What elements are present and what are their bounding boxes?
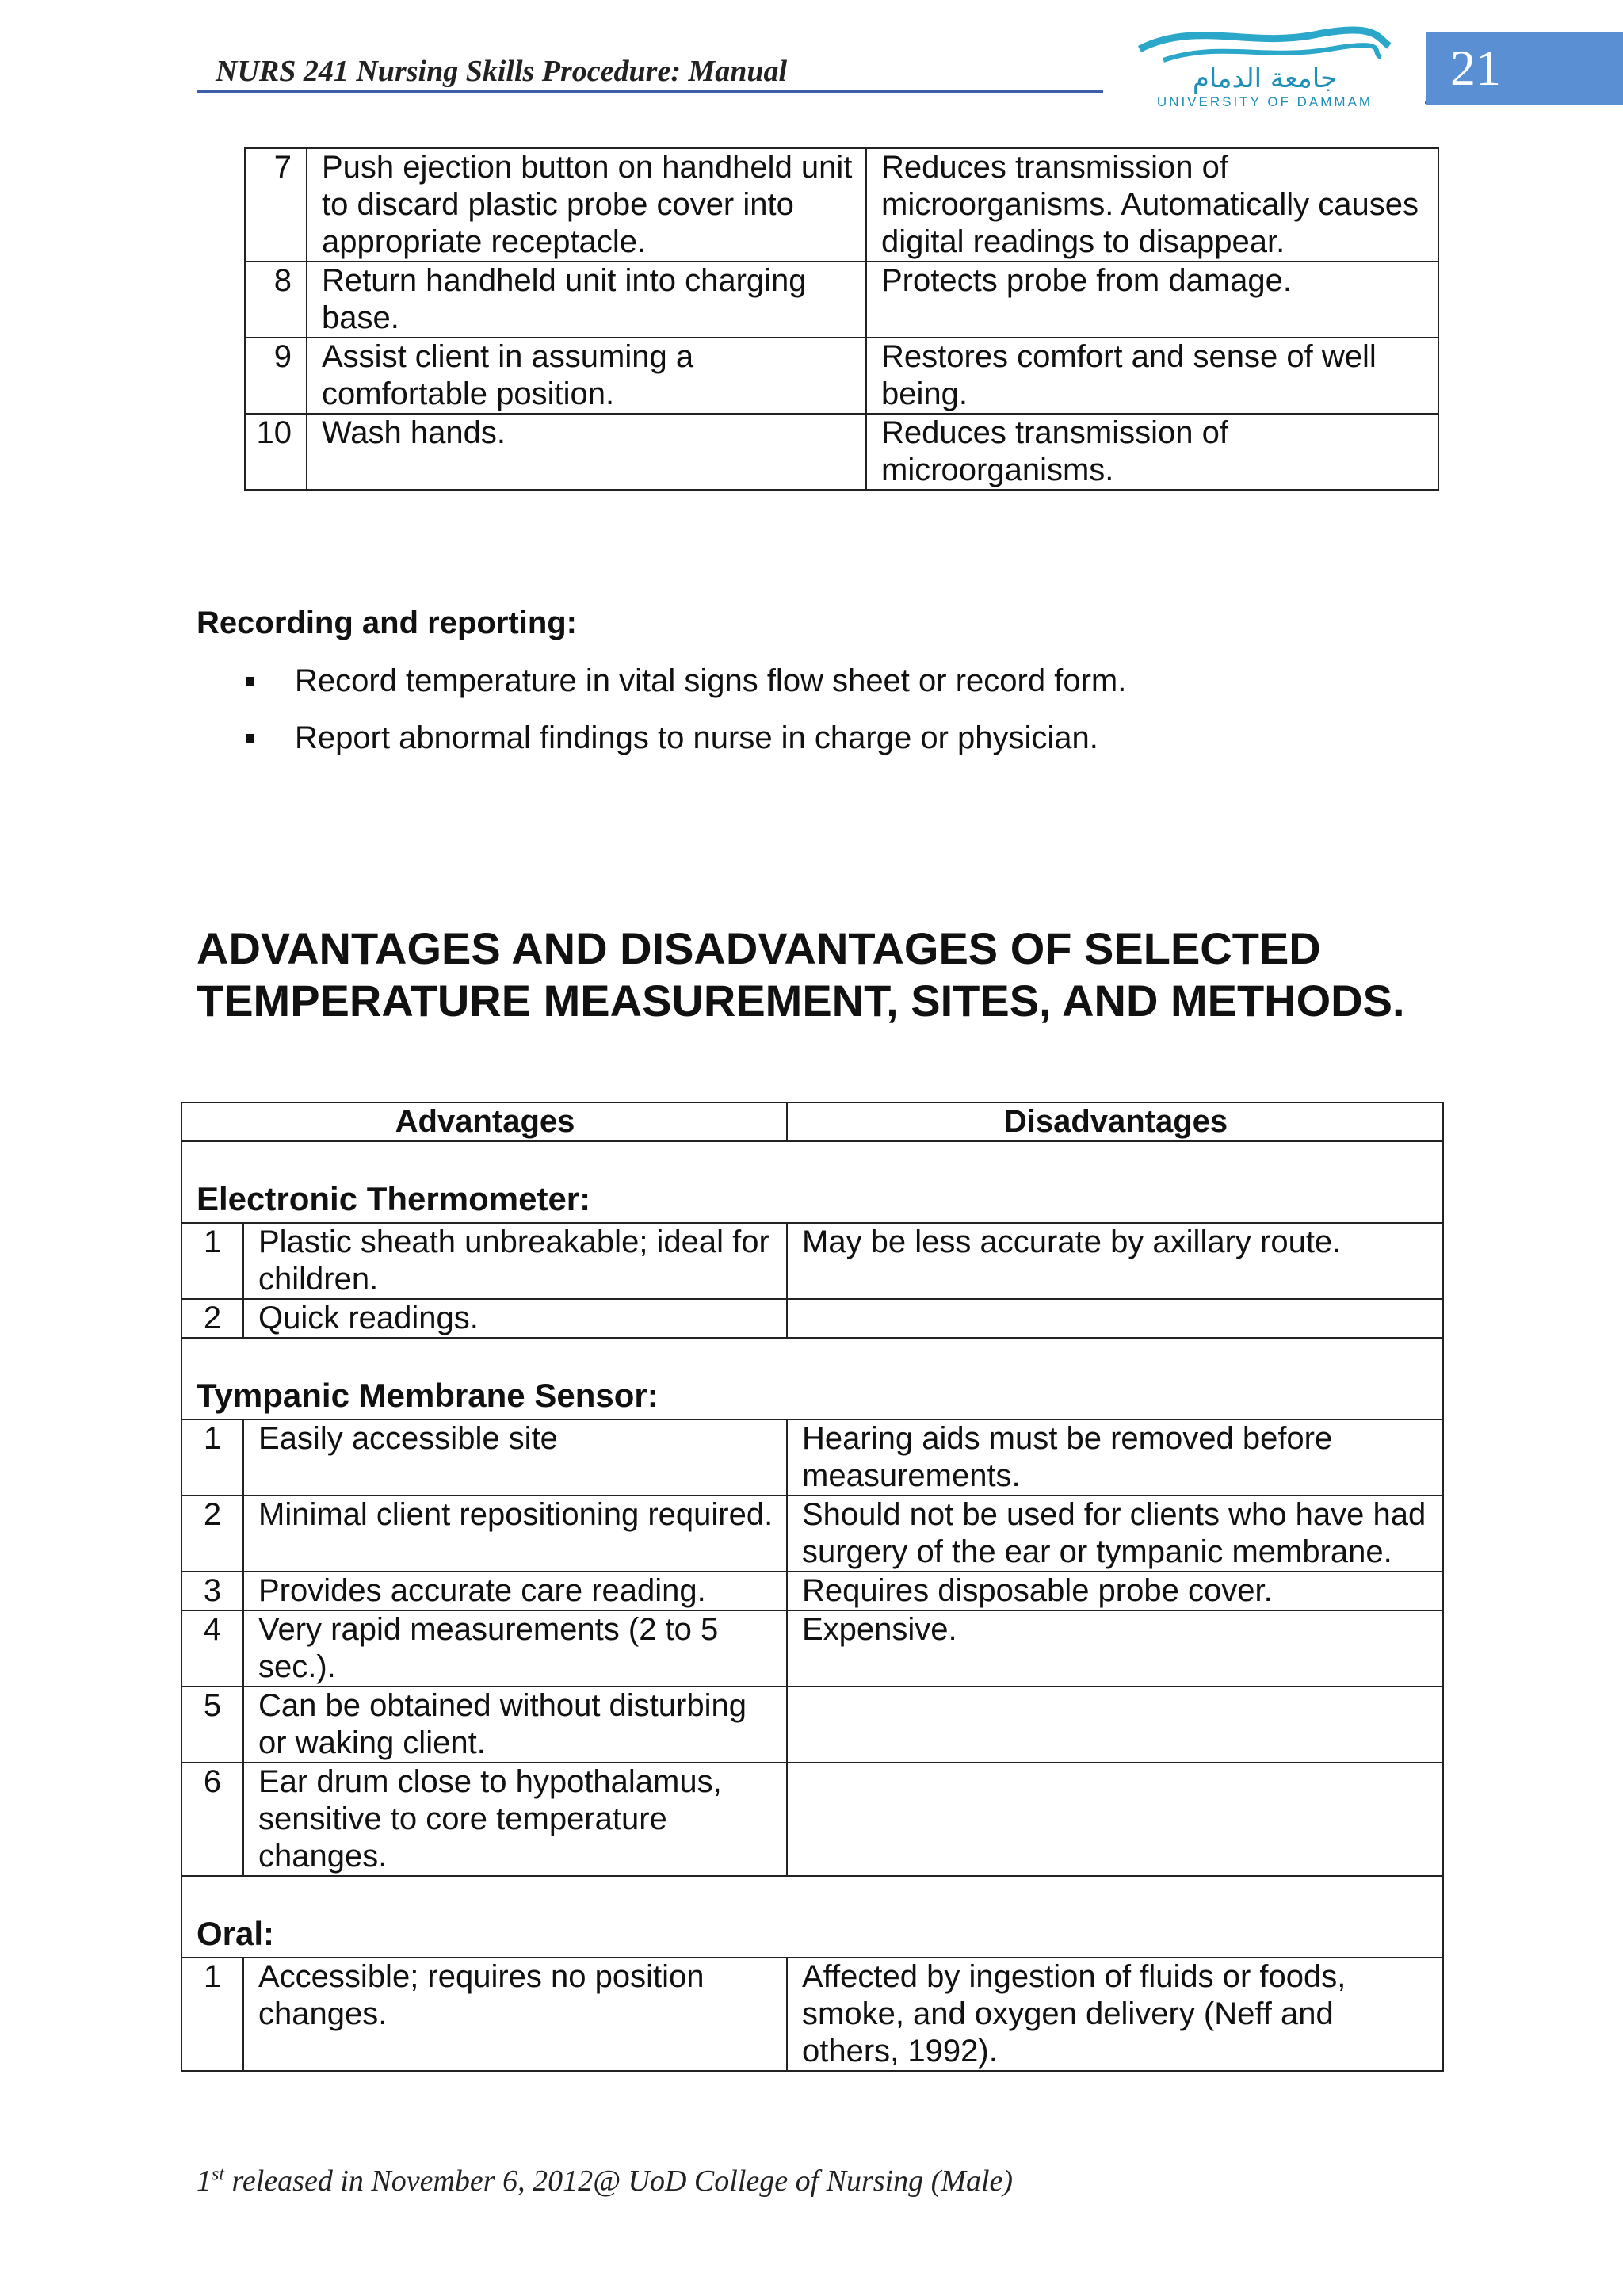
table-row xyxy=(245,148,1438,262)
disadvantage-cell: Affected by ingestion of fluids or foods, smoke, and oxygen delivery (Neff and others, 1992). xyxy=(787,1958,1443,2071)
bullet-square-icon xyxy=(246,677,254,686)
disadvantage-cell: Expensive. xyxy=(787,1610,1443,1687)
table-row xyxy=(245,338,1438,414)
table-row xyxy=(181,1572,1443,1610)
advantages-header: Advantages xyxy=(181,1102,787,1141)
row-number: 4 xyxy=(181,1610,243,1687)
row-number: 1 xyxy=(181,1958,243,2071)
step-rationale: Reduces transmission of microorganisms. xyxy=(866,414,1438,490)
row-number: 2 xyxy=(181,1299,243,1338)
table-row xyxy=(245,262,1438,338)
table-row xyxy=(245,414,1438,490)
step-action: Return handheld unit into charging base. xyxy=(307,262,866,338)
list-item: Record temperature in vital signs flow sheet or record form. xyxy=(246,663,1126,700)
row-number: 2 xyxy=(181,1496,243,1572)
recording-list xyxy=(246,663,1126,777)
category-row xyxy=(181,1141,1443,1223)
logo-arabic-text: جامعة الدمام xyxy=(1192,63,1338,94)
table-row xyxy=(181,1958,1443,2071)
advantage-cell: Very rapid measurements (2 to 5 sec.). xyxy=(243,1610,787,1687)
step-rationale: Protects probe from damage. xyxy=(866,262,1438,338)
bullet-square-icon xyxy=(246,734,254,743)
step-action: Assist client in assuming a comfortable position. xyxy=(307,338,866,414)
advantage-cell: Easily accessible site xyxy=(243,1419,787,1496)
category-label: Tympanic Membrane Sensor: xyxy=(181,1338,1443,1419)
step-number: 10 xyxy=(245,414,307,490)
disadvantage-cell xyxy=(787,1299,1443,1338)
header-title: NURS 241 Nursing Skills Procedure: Manual xyxy=(216,55,788,88)
header-rule xyxy=(197,90,1103,93)
step-rationale: Restores comfort and sense of well being. xyxy=(866,338,1438,414)
disadvantage-cell xyxy=(787,1687,1443,1763)
table-row xyxy=(181,1299,1443,1338)
disadvantage-cell: May be less accurate by axillary route. xyxy=(787,1223,1443,1299)
table-header-row xyxy=(181,1102,1443,1141)
row-number: 3 xyxy=(181,1572,243,1610)
category-row xyxy=(181,1338,1443,1419)
table-row xyxy=(181,1419,1443,1496)
disadvantage-cell xyxy=(787,1763,1443,1876)
logo-wave-2 xyxy=(1163,45,1381,60)
row-number: 1 xyxy=(181,1223,243,1299)
list-item: Report abnormal findings to nurse in charge or physician. xyxy=(246,720,1126,757)
logo-english-text: UNIVERSITY OF DAMMAM xyxy=(1156,94,1373,109)
row-number: 1 xyxy=(181,1419,243,1496)
disadvantage-cell: Hearing aids must be removed before measurements. xyxy=(787,1419,1443,1496)
table-row xyxy=(181,1223,1443,1299)
advantage-cell: Can be obtained without disturbing or waking client. xyxy=(243,1687,787,1763)
footer-note: 1st released in November 6, 2012@ UoD College of Nursing (Male) xyxy=(197,2164,1014,2198)
step-number: 7 xyxy=(245,148,307,262)
step-number: 8 xyxy=(245,262,307,338)
section-title: ADVANTAGES AND DISADVANTAGES OF SELECTED TEMPERATURE MEASUREMENT, SITES, AND METHODS. xyxy=(197,923,1405,1026)
advantages-disadvantages-table xyxy=(181,1102,1444,2072)
table-row xyxy=(181,1763,1443,1876)
table-row xyxy=(181,1610,1443,1687)
step-rationale: Reduces transmission of microorganisms. Automatically causes digital readings to disappear. xyxy=(866,148,1438,262)
advantage-cell: Minimal client repositioning required. xyxy=(243,1496,787,1572)
university-logo xyxy=(1132,24,1393,111)
step-number: 9 xyxy=(245,338,307,414)
procedure-steps-table xyxy=(244,147,1439,491)
table-row xyxy=(181,1687,1443,1763)
category-label: Electronic Thermometer: xyxy=(181,1141,1443,1223)
row-number: 6 xyxy=(181,1763,243,1876)
advantage-cell: Ear drum close to hypothalamus, sensitive to core temperature changes. xyxy=(243,1763,787,1876)
advantage-cell: Provides accurate care reading. xyxy=(243,1572,787,1610)
category-label: Oral: xyxy=(181,1876,1443,1958)
advantage-cell: Accessible; requires no position changes. xyxy=(243,1958,787,2071)
disadvantages-header: Disadvantages xyxy=(787,1102,1443,1141)
step-action: Wash hands. xyxy=(307,414,866,490)
step-action: Push ejection button on handheld unit to discard plastic probe cover into appropriate receptacle. xyxy=(307,148,866,262)
page-number: 21 xyxy=(1426,32,1623,105)
category-row xyxy=(181,1876,1443,1958)
row-number: 5 xyxy=(181,1687,243,1763)
recording-heading: Recording and reporting: xyxy=(197,606,577,640)
table-row xyxy=(181,1496,1443,1572)
disadvantage-cell: Should not be used for clients who have had surgery of the ear or tympanic membrane. xyxy=(787,1496,1443,1572)
disadvantage-cell: Requires disposable probe cover. xyxy=(787,1572,1443,1610)
advantage-cell: Quick readings. xyxy=(243,1299,787,1338)
advantage-cell: Plastic sheath unbreakable; ideal for children. xyxy=(243,1223,787,1299)
